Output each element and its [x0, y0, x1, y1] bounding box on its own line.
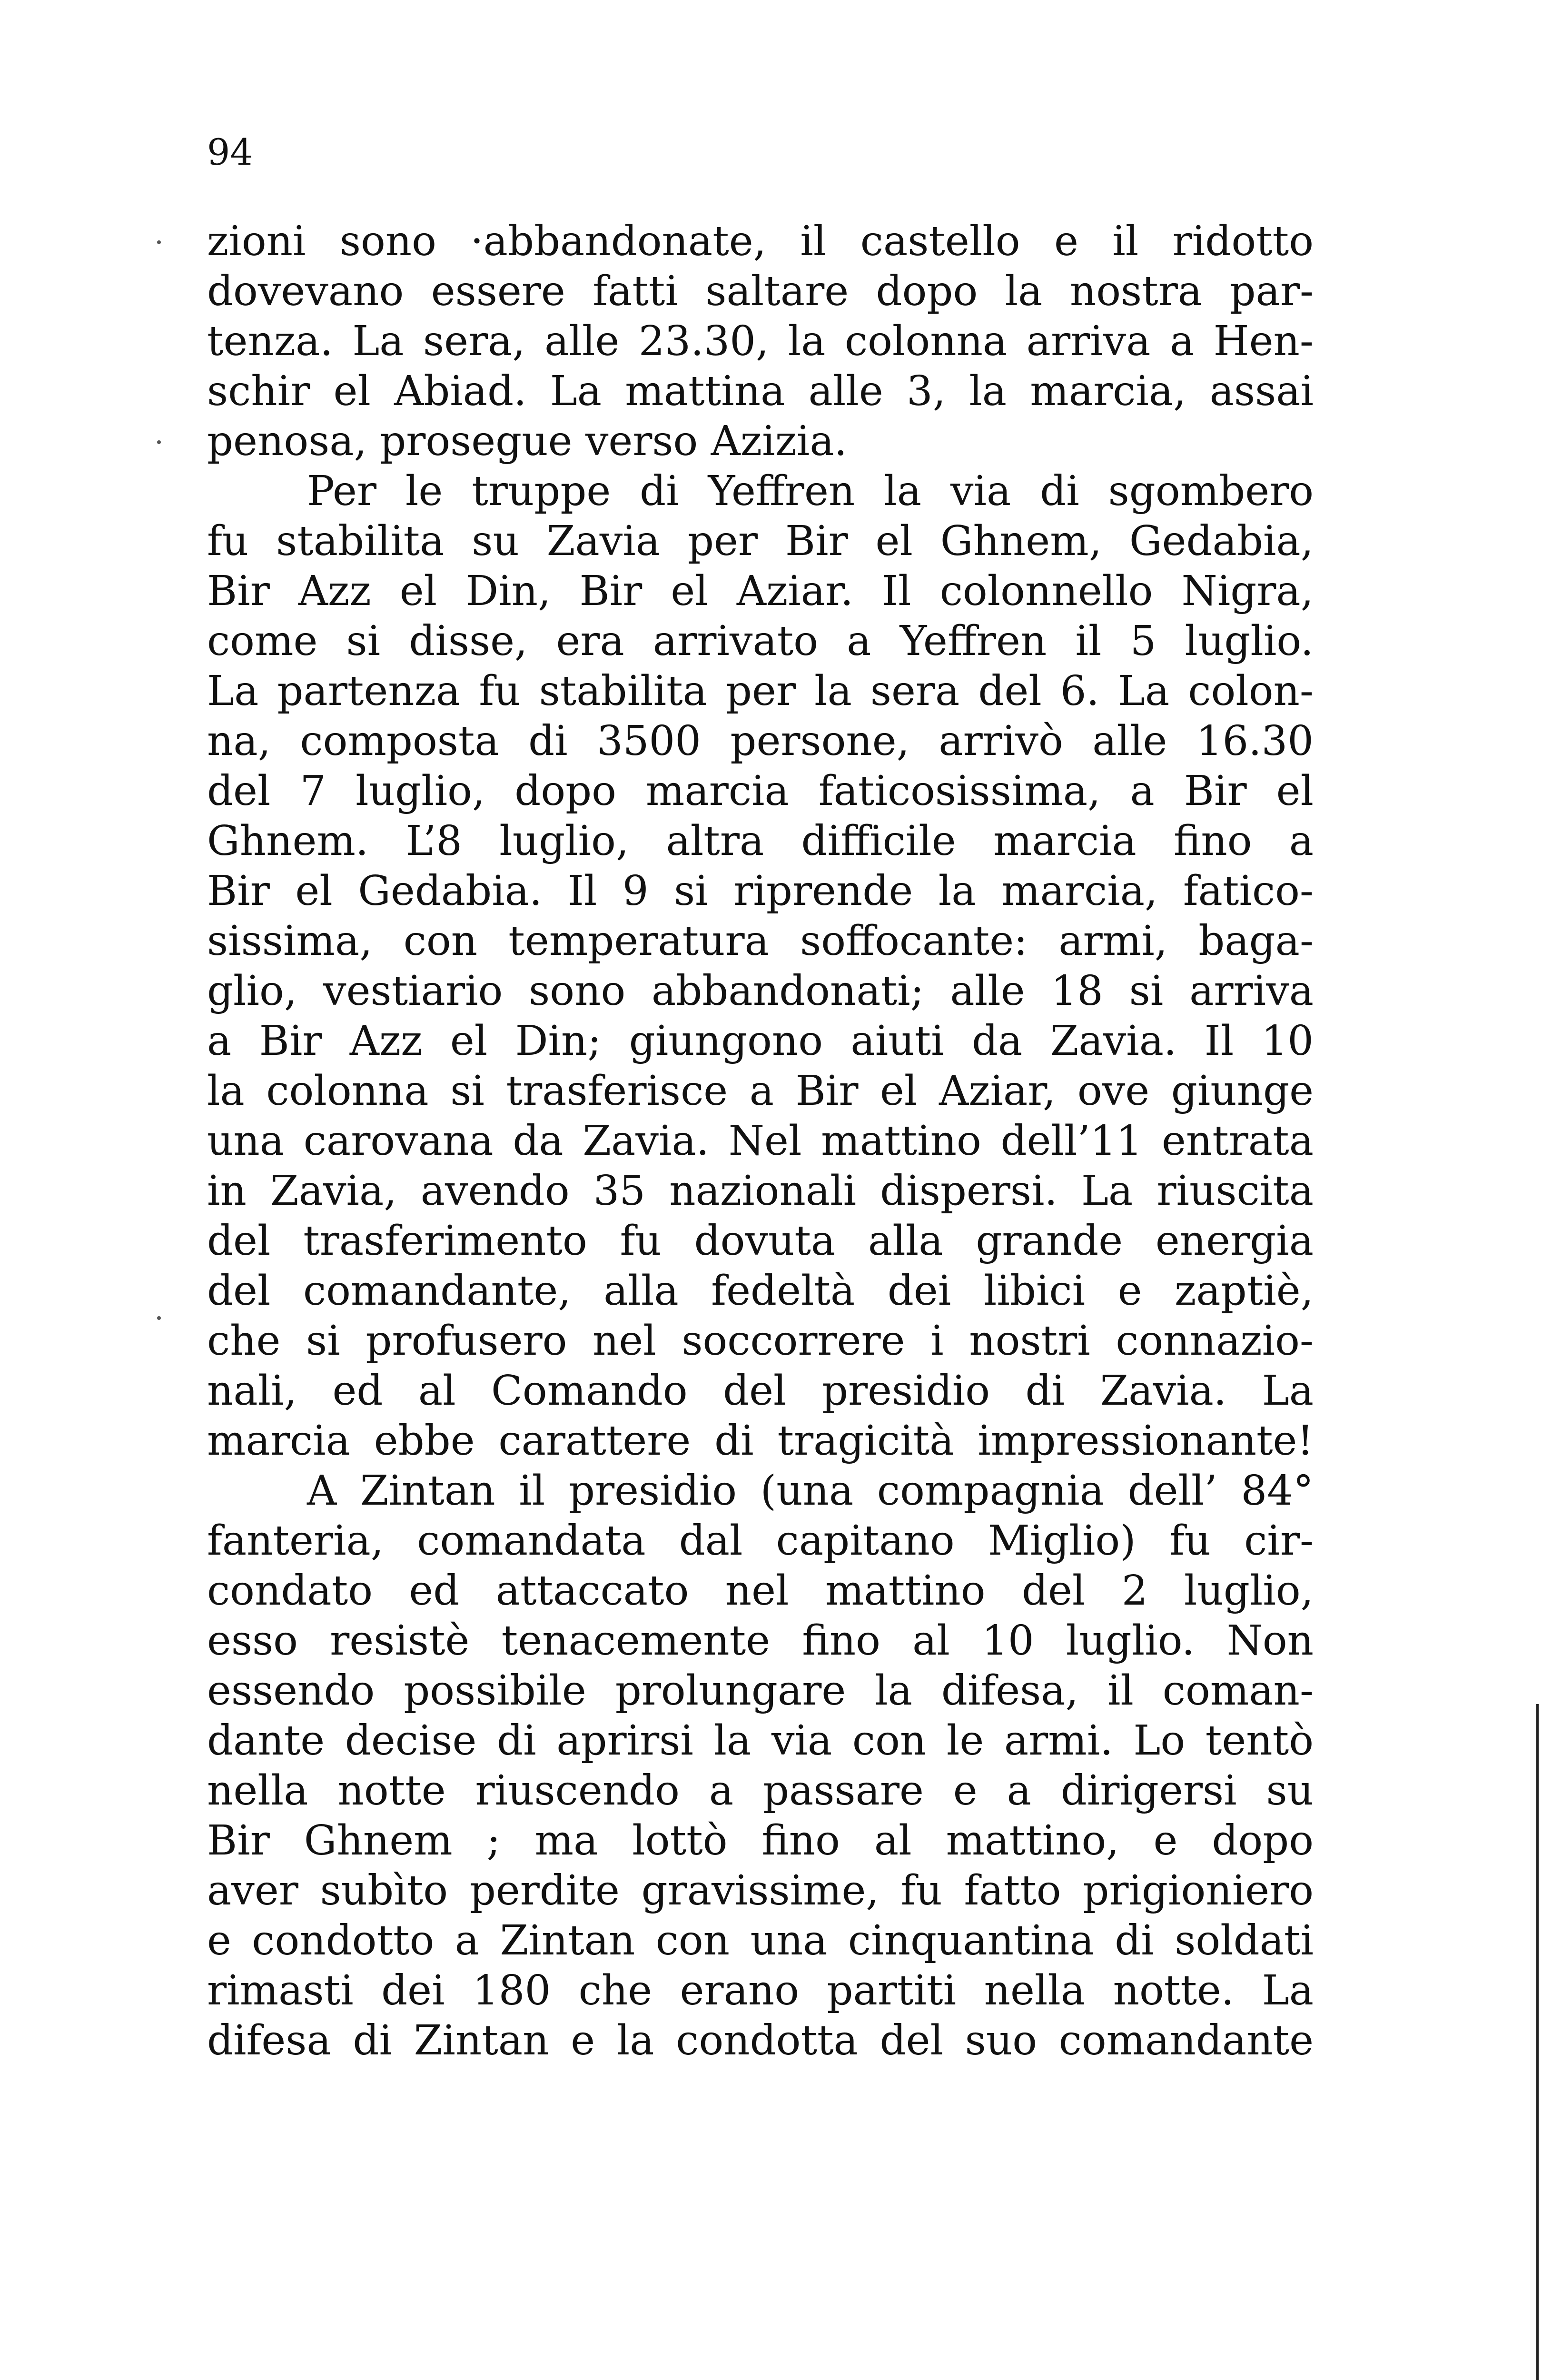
text-line: esso resistè tenacemente fino al 10 luglio. Non: [207, 1617, 1314, 1665]
text-line: rimasti dei 180 che erano partiti nella notte. La: [207, 1967, 1314, 2014]
text-line: la colonna si trasferisce a Bir el Aziar, ove giunge: [207, 1067, 1314, 1115]
text-line: La partenza fu stabilita per la sera del 6. La colon-: [207, 667, 1314, 715]
text-line: nella notte riuscendo a passare e a dirigersi su: [207, 1767, 1314, 1815]
text-line: condato ed attaccato nel mattino del 2 luglio,: [207, 1567, 1314, 1615]
text-line: difesa di Zintan e la condotta del suo comandante: [207, 2017, 1314, 2064]
text-line: glio, vestiario sono abbandonati; alle 18 si arriva: [207, 967, 1314, 1015]
text-line: in Zavia, avendo 35 nazionali dispersi. La riuscita: [207, 1167, 1314, 1215]
text-line: e condotto a Zintan con una cinquantina di soldati: [207, 1917, 1314, 1964]
text-line: A Zintan il presidio (una compagnia dell’ 84°: [307, 1467, 1314, 1515]
text-line: penosa, prosegue verso Azizia.: [207, 417, 848, 465]
text-line: zioni sono ·abbandonate, il castello e il ridotto: [207, 218, 1314, 265]
text-line: del trasferimento fu dovuta alla grande energia: [207, 1217, 1314, 1265]
page-edge-rule: [1536, 1704, 1539, 2380]
text-line: tenza. La sera, alle 23.30, la colonna arriva a Hen-: [207, 317, 1314, 365]
page-number: 94: [207, 131, 253, 173]
text-line: Ghnem. L’8 luglio, altra difficile marcia fino a: [207, 817, 1314, 865]
text-line: che si profusero nel soccorrere i nostri connazio-: [207, 1317, 1314, 1365]
text-line: nali, ed al Comando del presidio di Zavia. La: [207, 1367, 1314, 1415]
text-line: Bir Azz el Din, Bir el Aziar. Il colonnello Nigra,: [207, 567, 1314, 615]
text-line: del comandante, alla fedeltà dei libici e zaptiè,: [207, 1267, 1314, 1315]
text-line: del 7 luglio, dopo marcia faticosissima, a Bir el: [207, 767, 1314, 815]
text-line: come si disse, era arrivato a Yeffren il 5 luglio.: [207, 617, 1314, 665]
text-line: Bir el Gedabia. Il 9 si riprende la marcia, fatico-: [207, 867, 1314, 915]
text-line: essendo possibile prolungare la difesa, il coman-: [207, 1667, 1314, 1715]
scan-speck: [157, 1316, 161, 1320]
text-line: una carovana da Zavia. Nel mattino dell’11 entrata: [207, 1117, 1314, 1165]
text-line: na, composta di 3500 persone, arrivò alle 16.30: [207, 717, 1314, 765]
text-line: dovevano essere fatti saltare dopo la nostra par-: [207, 268, 1314, 315]
text-line: fanteria, comandata dal capitano Miglio) fu cir-: [207, 1517, 1314, 1565]
scan-speck: [157, 240, 161, 244]
text-line: marcia ebbe carattere di tragicità impressionante!: [207, 1417, 1314, 1465]
text-line: a Bir Azz el Din; giungono aiuti da Zavia. Il 10: [207, 1017, 1314, 1065]
text-line: Per le truppe di Yeffren la via di sgombero: [307, 467, 1314, 515]
text-line: sissima, con temperatura soffocante: armi, baga-: [207, 917, 1314, 965]
scan-speck: [157, 440, 161, 444]
text-line: aver subìto perdite gravissime, fu fatto prigioniero: [207, 1867, 1314, 1914]
text-line: dante decise di aprirsi la via con le armi. Lo tentò: [207, 1717, 1314, 1765]
text-line: fu stabilita su Zavia per Bir el Ghnem, Gedabia,: [207, 517, 1314, 565]
text-line: schir el Abiad. La mattina alle 3, la marcia, assai: [207, 367, 1314, 415]
text-line: Bir Ghnem ; ma lottò fino al mattino, e dopo: [207, 1817, 1314, 1864]
